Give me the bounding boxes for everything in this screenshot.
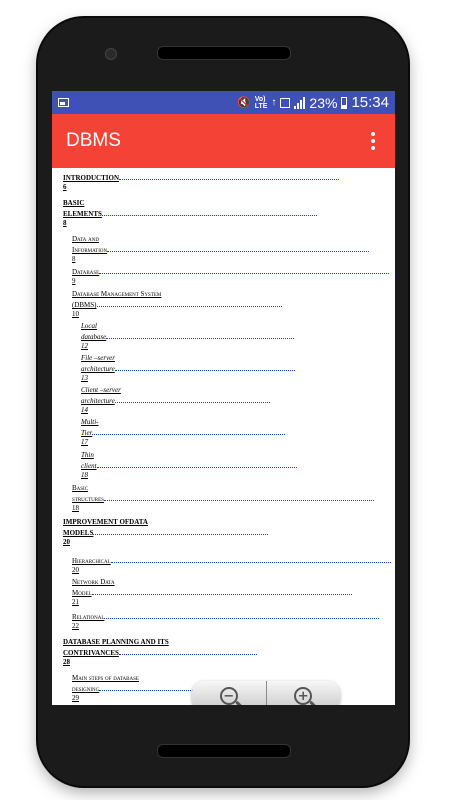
- hotspot-icon: ↑: [271, 97, 277, 108]
- toc-entry-label: Model: [72, 589, 92, 597]
- toc-entry-label: Database Management System: [72, 290, 162, 298]
- toc-entry[interactable]: [72, 290, 282, 319]
- toc-page-number: 29: [72, 694, 79, 702]
- toc-entry-label: IMPROVEMENT OFDATA: [63, 518, 148, 526]
- toc-page-number: 8: [63, 219, 67, 227]
- toc-page-number: 22: [72, 622, 79, 630]
- app-toolbar: [52, 114, 395, 168]
- more-vert-icon[interactable]: [365, 132, 381, 150]
- toc-page-number: 8: [72, 255, 76, 263]
- toc-entry[interactable]: [72, 555, 391, 575]
- toc-entry-label: CONTRIVANCES: [63, 649, 119, 657]
- battery-icon: [341, 97, 347, 109]
- toc-page-number: 20: [72, 566, 79, 574]
- zoom-controls: [192, 681, 340, 705]
- clock: 15:34: [351, 94, 389, 111]
- toc-entry[interactable]: [63, 172, 339, 192]
- toc-page-number: 12: [81, 342, 88, 350]
- front-camera: [105, 48, 117, 60]
- toc-entry-label: architecture: [81, 397, 115, 405]
- toc-entry-label: BASIC: [63, 199, 85, 207]
- toc-entry-label: ELEMENTS: [63, 210, 102, 218]
- toc-entry-label: Database: [72, 268, 100, 276]
- toc-entry-label: Information: [72, 246, 108, 254]
- toc-page-number: 20: [63, 538, 70, 546]
- toc-page-number: 17: [81, 438, 88, 446]
- toc-entry[interactable]: [81, 386, 270, 415]
- toc-page-number: 6: [63, 183, 67, 191]
- toc-entry[interactable]: [63, 638, 257, 667]
- mute-icon: 🔇: [237, 97, 251, 109]
- status-bar: [52, 91, 395, 114]
- toc-page-number: 18: [81, 471, 88, 479]
- toc-entry-label: designing: [72, 685, 100, 693]
- toc-entry-label: INTRODUCTION: [63, 174, 120, 182]
- toc-entry-label: Basic: [72, 484, 89, 492]
- toc-entry[interactable]: [72, 484, 374, 513]
- toc-entry[interactable]: [72, 235, 369, 264]
- toc-page-number: 10: [72, 310, 79, 318]
- toc-entry-label: Local: [81, 322, 97, 330]
- toc-entry[interactable]: [81, 418, 285, 447]
- zoom-in-icon: +: [294, 687, 312, 705]
- toc-entry-label: database: [81, 333, 107, 341]
- toc-entry-label: architecture: [81, 365, 115, 373]
- toc-entry-label: client: [81, 462, 97, 470]
- toc-entry-label: DATABASE PLANNING AND ITS: [63, 638, 169, 646]
- toc-entry[interactable]: [81, 322, 294, 351]
- toc-page-number: 9: [72, 277, 76, 285]
- document-view[interactable]: [52, 168, 395, 705]
- toc-entry[interactable]: [81, 354, 295, 383]
- toc-entry-label: Network Data: [72, 578, 115, 586]
- app-screen: [52, 91, 395, 705]
- toc-entry-label: Main steps of database: [72, 674, 139, 682]
- toc-entry-label: Thin: [81, 451, 94, 459]
- zoom-in-button[interactable]: [266, 681, 341, 705]
- toc-entry[interactable]: [72, 611, 379, 631]
- toc-entry-label: File –server: [81, 354, 116, 362]
- toc-entry-label: MODELS: [63, 529, 94, 537]
- toc-entry[interactable]: [81, 451, 297, 480]
- bottom-speaker: [157, 744, 291, 758]
- image-notification-icon: [58, 98, 69, 107]
- toc-entry-label: Tier: [81, 429, 93, 437]
- toc-page-number: 14: [81, 406, 88, 414]
- toc-entry[interactable]: [63, 199, 317, 228]
- toc-entry-label: Client –server: [81, 386, 121, 394]
- toc-entry[interactable]: [72, 578, 352, 607]
- app-title: DBMS: [66, 130, 121, 151]
- toc-entry-label: Multi-: [81, 418, 99, 426]
- zoom-out-icon: −: [220, 687, 238, 705]
- toc-entry[interactable]: [63, 518, 268, 547]
- toc-entry-label: structures: [72, 495, 104, 503]
- earpiece-speaker: [157, 46, 291, 60]
- volte-icon: Vo) LTE: [254, 95, 268, 110]
- signal-box-icon: [280, 98, 290, 108]
- battery-percent: 23%: [309, 94, 338, 111]
- toc-entry-label: Data and: [72, 235, 99, 243]
- toc-entry-label: Hierarchical: [72, 557, 111, 565]
- toc-page-number: 13: [81, 374, 88, 382]
- toc-page-number: 28: [63, 658, 70, 666]
- toc-page-number: 21: [72, 598, 79, 606]
- toc-entry-label: Relational: [72, 613, 105, 621]
- zoom-out-button[interactable]: [192, 681, 266, 705]
- toc-entry-label: (DBMS): [72, 301, 97, 309]
- toc-entry[interactable]: [72, 266, 389, 286]
- toc-page-number: 18: [72, 504, 79, 512]
- signal-strength-icon: [294, 97, 305, 109]
